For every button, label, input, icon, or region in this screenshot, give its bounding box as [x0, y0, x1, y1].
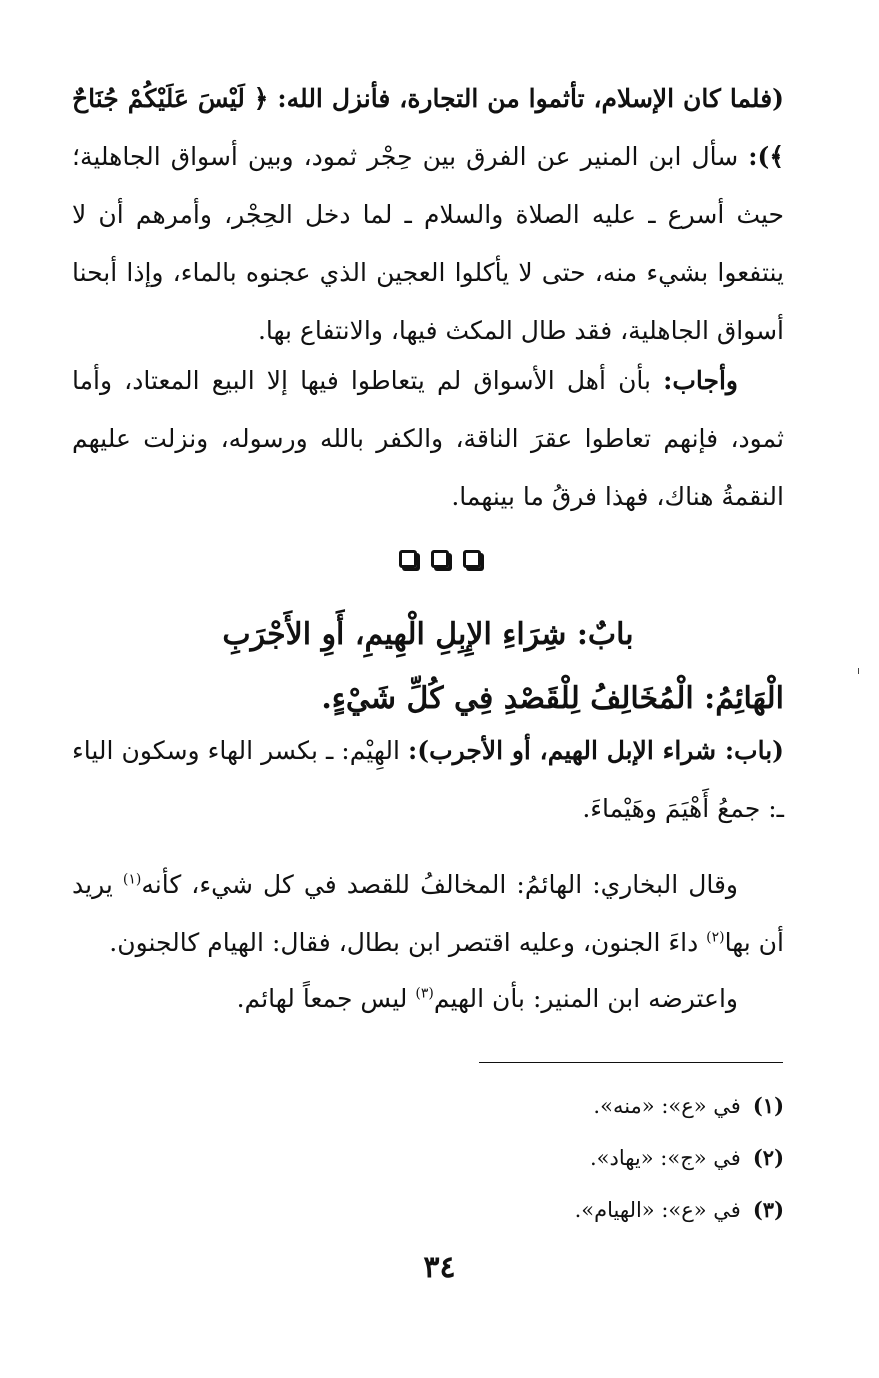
separator-square-icon	[431, 550, 449, 568]
hadith-text: الْهَائِمُ: الْمُخَالِفُ لِلْقَصْدِ فِي كُلِّ شَيْءٍ.	[321, 681, 784, 716]
paragraph-body: بأن أهل الأسواق لم يتعاطوا فيها إلا البيع المعتاد، وأما ثمود، فإنهم تعاطوا عقرَ الناقة، والكفر بالله ورسوله، ونزلت عليهم النقمةُ هناك، فهذا فرقُ ما بينهما.	[72, 366, 784, 511]
answer-lead: وأجاب:	[663, 366, 738, 395]
separator-square-icon	[463, 550, 481, 568]
paragraph-answer	[72, 352, 784, 526]
paragraph-text: يريد أن بها	[72, 870, 784, 957]
footnote-ref-3[interactable]: (٣)	[415, 985, 434, 1002]
chapter-quote-lead: (باب: شراء الإبل الهيم، أو الأجرب):	[408, 736, 784, 765]
page-number: ٣٤	[423, 1250, 456, 1285]
footnote-number: (٣)	[752, 1197, 784, 1222]
footnote-item	[72, 1132, 784, 1184]
footnote-number: (١)	[752, 1093, 784, 1118]
footnote-text: في «ع»: «الهيام».	[574, 1198, 741, 1222]
footnote-number: (٢)	[752, 1145, 784, 1170]
paragraph-objection	[72, 970, 784, 1028]
footnote-item	[72, 1184, 784, 1236]
footnote-text: في «ج»: «يهاد».	[589, 1146, 741, 1170]
footnotes	[72, 1080, 784, 1236]
footnote-text: في «ع»: «منه».	[593, 1094, 741, 1118]
paragraph-text: داءَ الجنون، وعليه اقتصر ابن بطال، فقال: الهيام كالجنون.	[109, 928, 707, 957]
chapter-heading: بابٌ: شِرَاءِ الإِبِلِ الْهِيمِ، أَوِ الأَجْرَبِ	[222, 617, 634, 652]
footnote-ref-2[interactable]: (٢)	[706, 929, 725, 946]
paragraph-commentary-2	[72, 722, 784, 838]
footnote-ref-1[interactable]: (١)	[122, 871, 142, 888]
quoted-hadith-lead: (فلما كان الإسلام، تأثموا من التجارة، فأنزل الله: ﴿ لَيْسَ عَلَيْكُمْ جُنَاحٌ ﴾):	[72, 84, 784, 171]
footnote-item	[72, 1080, 784, 1132]
footnote-divider	[479, 1062, 783, 1063]
section-separator	[0, 550, 879, 568]
separator-square-icon	[399, 550, 417, 568]
paragraph-body: الهِيْم: ـ بكسر الهاء وسكون الياء ـ: جمعُ أَهْيَمَ وهَيْماءَ.	[72, 736, 784, 823]
paragraph-text: وقال البخاري: الهائمُ: المخالفُ للقصد في كل شيء، كأنه	[141, 870, 738, 899]
paragraph-body: سأل ابن المنير عن الفرق بين حِجْر ثمود، وبين أسواق الجاهلية؛ حيث أسرع ـ عليه الصلاة والسلام ـ لما دخل الحِجْر، وأمرهم أن لا ينتفعوا بشيء منه، حتى لا يأكلوا العجين الذي عجنوه بالماء، وإذا أبحنا أسواق الجاهلية، فقد طال المكث فيها، والانتفاع بها.	[72, 142, 784, 345]
paragraph-text: واعترضه ابن المنير: بأن الهيم	[433, 984, 738, 1013]
paragraph-commentary-1	[72, 70, 784, 360]
paragraph-bukhari	[72, 856, 784, 972]
scan-artifact-mark	[858, 668, 859, 674]
paragraph-text: ليس جمعاً لهائم.	[236, 984, 416, 1013]
